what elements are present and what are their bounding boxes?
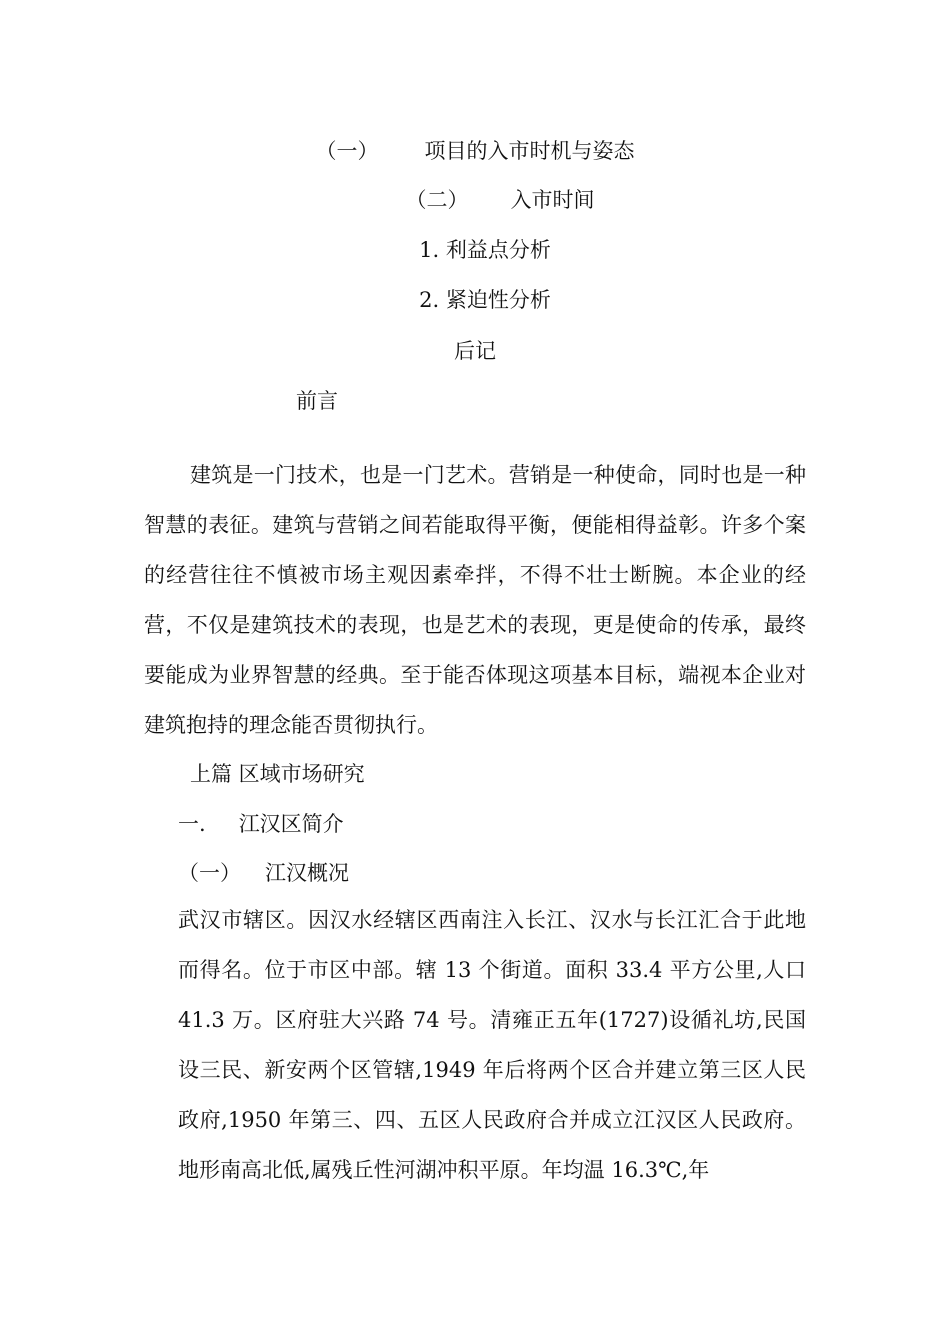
toc-item-entry-time <box>0 185 950 215</box>
part1-heading: 上篇 区域市场研究 <box>190 762 365 786</box>
toc-item-entry-timing <box>0 136 950 166</box>
toc-item-benefit-analysis: 1. 利益点分析 <box>419 238 551 262</box>
subsection-title: 江汉概况 <box>265 861 349 885</box>
subsection-heading-jianghan-overview <box>178 858 349 888</box>
section-heading-jianghan-intro <box>178 809 344 839</box>
toc-item-text: 项目的入市时机与姿态 <box>424 139 635 163</box>
jianghan-overview-paragraph: 武汉市辖区。因汉水经辖区西南注入长江、汉水与长江汇合于此地而得名。位于市区中部。辖 13 个街道。面积 33.4 平方公里,人口 41.3 万。区府驻大兴路 74 号。清雍正五年(1727)设循礼坊,民国设三民、新安两个区管辖,1949 年后将两个区合并建立第三区人民政府,1950 年第三、四、五区人民政府合并成立江汉区人民政府。地形南高北低,属残丘性河湖冲积平原。年均温 16.3℃,年 <box>178 908 806 1182</box>
toc-item-urgency-analysis: 2. 紧迫性分析 <box>419 288 551 312</box>
toc-item-number: （一） <box>315 139 379 163</box>
subsection-number: （一） <box>178 861 241 885</box>
toc-item-number: （二） <box>405 188 469 212</box>
toc-item-text: 入市时间 <box>510 188 595 212</box>
section-title: 江汉区简介 <box>238 812 344 836</box>
toc-item-postscript: 后记 <box>454 339 496 363</box>
preface-heading: 前言 <box>296 389 338 413</box>
section-number: 一. <box>178 812 206 836</box>
preface-paragraph: 建筑是一门技术，也是一门艺术。营销是一种使命，同时也是一种智慧的表征。建筑与营销之间若能取得平衡，便能相得益彰。许多个案的经营往往不慎被市场主观因素牵拌，不得不壮士断腕。本企业的经营，不仅是建筑技术的表现，也是艺术的表现，更是使命的传承，最终要能成为业界智慧的经典。至于能否体现这项基本目标，端视本企业对建筑抱持的理念能否贯彻执行。 <box>144 463 806 737</box>
